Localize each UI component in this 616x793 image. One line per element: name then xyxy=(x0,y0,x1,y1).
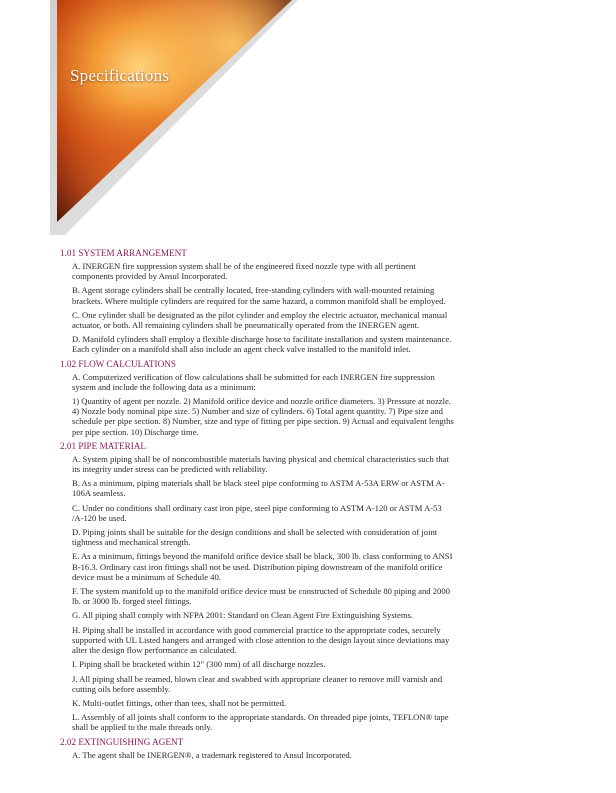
paragraph: L. Assembly of all joints shall conform to the appropriate standards. On threaded pipe joints, TEFLON® tape shall be applied to the male threads only. xyxy=(72,712,449,733)
page-title: Specifications xyxy=(70,66,170,85)
paragraph: A. The agent shall be INERGEN®, a trademark registered to Ansul Incorporated. xyxy=(72,749,352,760)
paragraph: D. Piping joints shall be suitable for the design conditions and shall be selected with consideration of joint tightness and mechanical strength. xyxy=(72,527,438,548)
paragraph: B. As a minimum, piping materials shall be black steel pipe conforming to ASTM A-53A ERW or ASTM A-106A seamless. xyxy=(72,478,445,499)
section-heading: 2.01 PIPE MATERIAL xyxy=(60,440,147,451)
fire-banner-image xyxy=(0,0,300,235)
section-pipe-material xyxy=(60,441,455,733)
section-heading: 2.02 EXTINGUISHING AGENT xyxy=(60,736,184,747)
paragraph: F. The system manifold up to the manifold orifice device must be constructed of Schedule 80 piping and 2000 lb. or 3000 lb. forged steel fittings. xyxy=(72,586,450,607)
section-heading: 1.02 FLOW CALCULATIONS xyxy=(60,358,176,369)
section-flow-calculations xyxy=(60,359,455,437)
section-heading: 1.01 SYSTEM ARRANGEMENT xyxy=(60,248,187,258)
paragraph: D. Manifold cylinders shall employ a flexible discharge hose to facilitate installation and system maintenance. Each cylinder on a manifold shall also include an agent check valve installed to the manifold inlet. xyxy=(72,334,452,355)
paragraph: A. Computerized verification of flow calculations shall be submitted for each INERGEN fire suppression system and include the following data as a minimum: xyxy=(72,371,435,392)
paragraph: I. Piping shall be bracketed within 12" (300 mm) of all discharge nozzles. xyxy=(72,659,326,670)
paragraph: 1) Quantity of agent per nozzle. 2) Manifold orifice device and nozzle orifice diameters. 3) Pressure at nozzle. 4) Nozzle body nominal pipe size. 5) Number and size of cylinders. 6) Total agent quantity. 7) Pipe size and schedule per pipe section. 8) Number, size and type of fitting per pipe section. 9) Actual and equivalent lengths per pipe section. 10) Discharge time. xyxy=(72,396,454,437)
section-extinguishing-agent xyxy=(60,737,455,760)
paragraph: E. As a minimum, fittings beyond the manifold orifice device shall be black, 300 lb. class conforming to ANSI B-16.3. Ordinary cast iron fittings shall not be used. Distribution piping downstream of the manifold orifice device must be a minimum of Schedule 40. xyxy=(72,551,453,582)
paragraph: C. Under no conditions shall ordinary cast iron pipe, steel pipe conforming to ASTM A-120 or ASTM A-53 /A-120 be used. xyxy=(72,502,442,523)
paragraph: K. Multi-outlet fittings, other than tees, shall not be permitted. xyxy=(72,697,287,708)
paragraph: C. One cylinder shall be designated as the pilot cylinder and employ the electric actuator, mechanical manual actuator, or both. All remaining cylinders shall be pneumatically operated from the INERGEN agent. xyxy=(72,309,448,331)
section-system-arrangement xyxy=(60,248,455,355)
paragraph: B. Agent storage cylinders shall be centrally located, free-standing cylinders with wall-mounted retaining brackets. Where multiple cylinders are required for the same hazard, a common manifold shall be employed. xyxy=(72,285,446,306)
paragraph: A. INERGEN fire suppression system shall be of the engineered fixed nozzle type with all pertinent components provided by Ansul Incorporated. xyxy=(72,261,416,282)
paragraph: G. All piping shall comply with NFPA 2001: Standard on Clean Agent Fire Extinguishing Systems. xyxy=(72,610,414,621)
paragraph: A. System piping shall be of noncombustible materials having physical and chemical characteristics such that its integrity under stress can be predicted with reliability. xyxy=(72,453,449,475)
paragraph: H. Piping shall be installed in accordance with good commercial practice to the appropriate codes, securely supported with UL Listed hangers and arranged with close attention to the design layout since deviations may alter the design flow performance as calculated. xyxy=(72,624,450,656)
specifications-body xyxy=(60,248,455,764)
paragraph: J. All piping shall be reamed, blown clear and swabbed with appropriate cleaner to remove mill varnish and cutting oils before assembly. xyxy=(72,673,443,694)
